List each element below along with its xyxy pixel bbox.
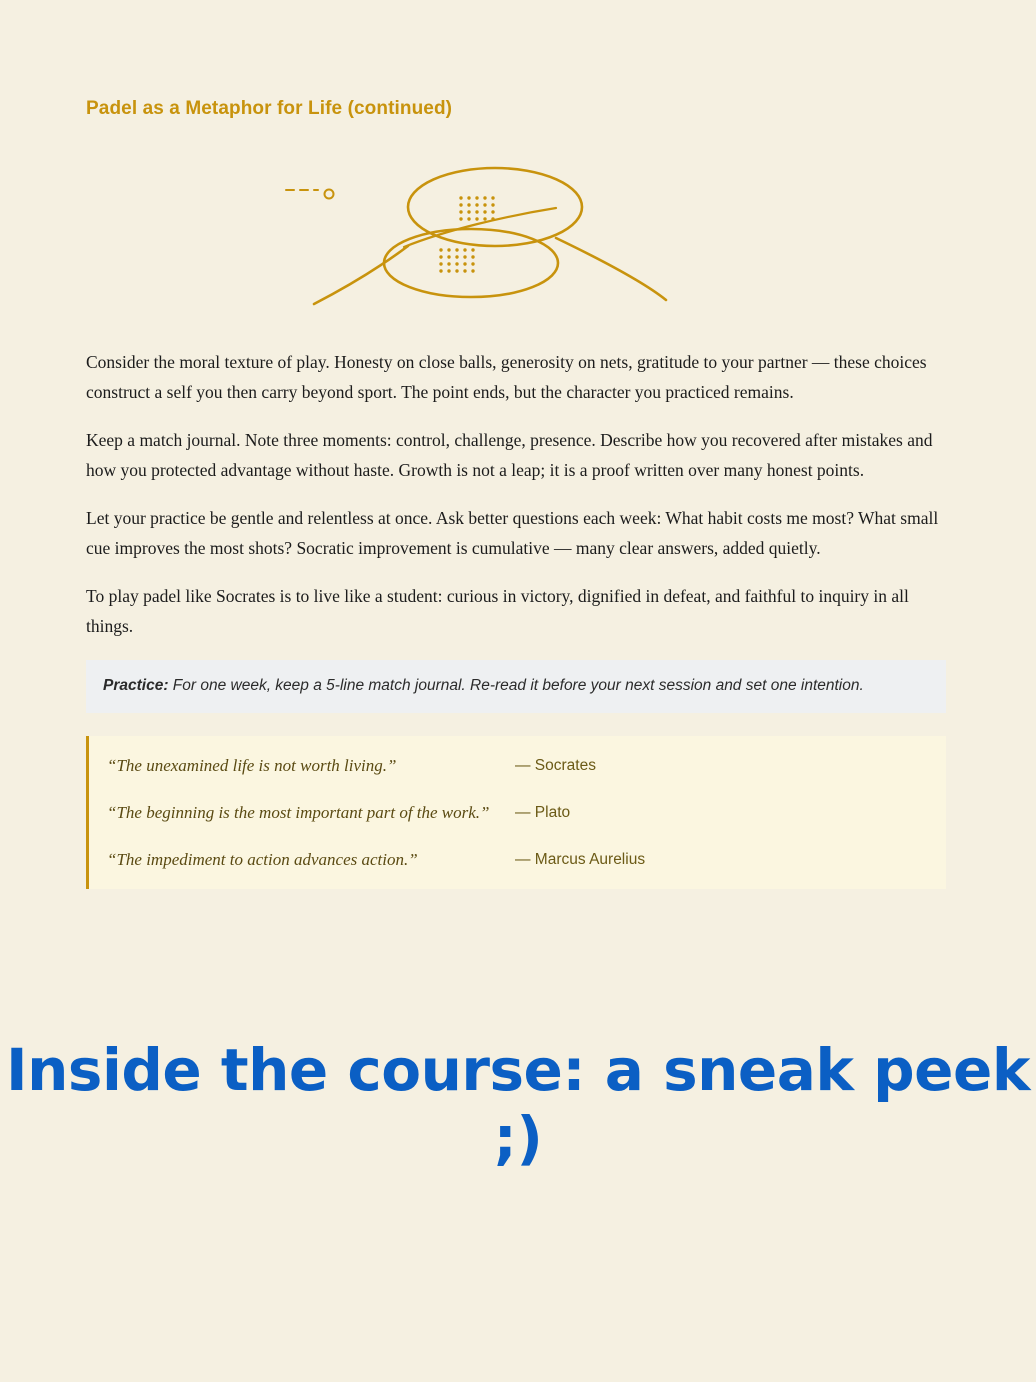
quote-attribution: — Plato [515,804,571,821]
padel-rackets-and-ball-line-drawing [86,150,946,335]
quote-attribution: — Marcus Aurelius [515,851,646,868]
body-paragraph: Consider the moral texture of play. Honesty on close balls, generosity on nets, gratitude to your partner — these choices construct a self you then carry beyond sport. The point ends, but the character you practiced remains. [86,352,927,402]
practice-text [103,673,929,698]
practice-label: Practice: [103,677,169,694]
practice-body: For one week, keep a 5-line match journal. Re-read it before your next session and set one intention. [168,677,864,694]
document-body [86,348,946,889]
body-paragraph: Keep a match journal. Note three moments: control, challenge, presence. Describe how you recovered after mistakes and how you protected advantage without haste. Growth is not a leap; it is a proof written over many honest points. [86,430,933,480]
quote-item [107,846,928,873]
body-paragraph: Let your practice be gentle and relentless at once. Ask better questions each week: What habit costs me most? What small cue improves the most shots? Socratic improvement is cumulative — many clear answers, added quietly. [86,508,939,558]
quote-text: “The impediment to action advances action.” [107,850,418,869]
practice-callout [86,660,946,713]
quote-attribution: — Socrates [515,757,596,774]
quote-text: “The unexamined life is not worth living.” [107,756,397,775]
quote-item [107,799,928,826]
body-paragraph: To play padel like Socrates is to live like a student: curious in victory, dignified in defeat, and faithful to inquiry in all things. [86,586,909,636]
page-title: Padel as a Metaphor for Life (continued) [86,98,453,119]
quote-item [107,752,928,779]
tagline-text: Inside the course: a sneak peek ;) [6,1036,1030,1172]
quote-text: “The beginning is the most important part of the work.” [107,803,490,822]
quotes-panel [86,736,946,889]
